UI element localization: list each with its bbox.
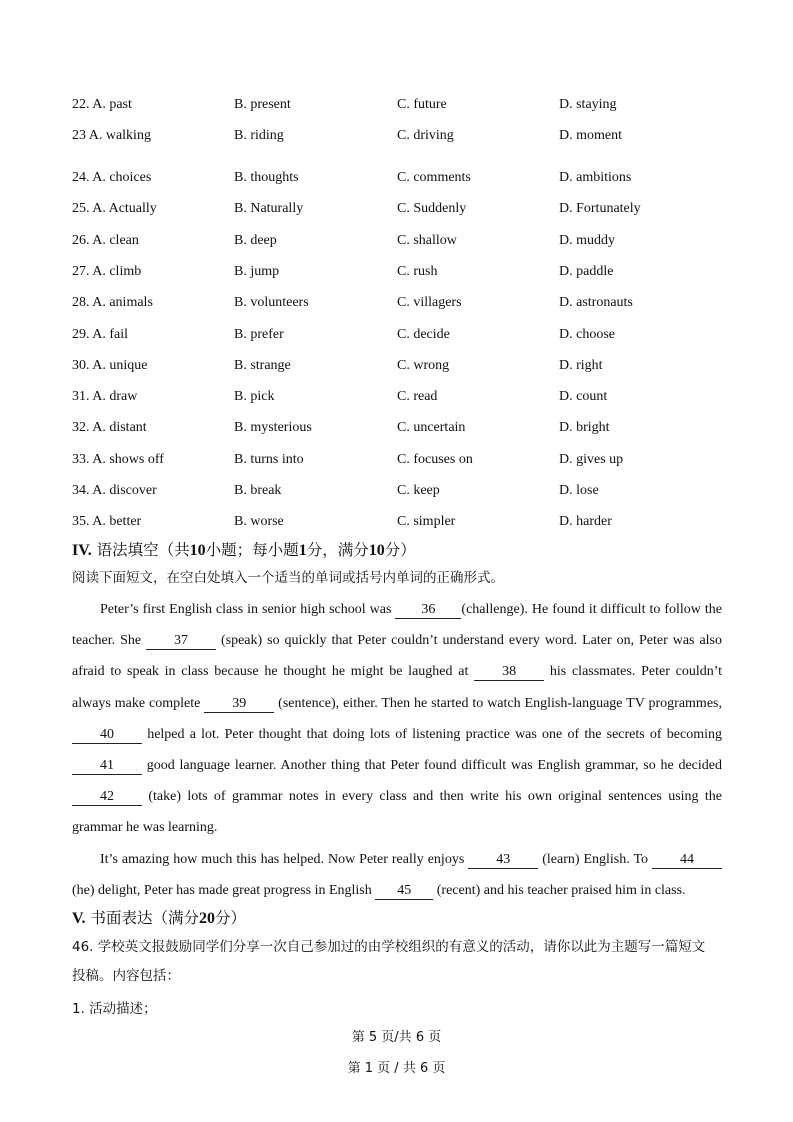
section-4-title: IV. 语法填空（共10小题；每小题1分，满分10分） [72, 541, 416, 559]
blank-37[interactable]: 37 [146, 633, 216, 650]
question-number: 23 A. [72, 128, 103, 143]
option-a-text: past [109, 97, 132, 112]
option-a [72, 512, 141, 532]
option-a [72, 231, 139, 251]
choice-question-row [72, 199, 732, 219]
question-number: 28. A. [72, 295, 106, 310]
option-a-text: clean [109, 233, 139, 248]
option-b: B. present [234, 97, 291, 112]
choice-question-row [72, 293, 732, 313]
blank-36[interactable]: 36 [395, 602, 461, 619]
option-d: D. astronauts [559, 295, 633, 310]
choice-question-row [72, 418, 732, 438]
outer-page-number: 第 1 页 / 共 6 页 [347, 1061, 446, 1076]
option-c: C. rush [397, 264, 438, 279]
blank-44[interactable]: 44 [652, 852, 722, 869]
option-b: B. volunteers [234, 295, 309, 310]
question-number: 33. A. [72, 452, 106, 467]
option-a-text: choices [109, 170, 152, 185]
option-a [72, 356, 147, 376]
blank-45[interactable]: 45 [375, 883, 433, 900]
option-a [72, 168, 151, 188]
question-46-prompt-cont: 投稿。内容包括： [72, 968, 180, 984]
option-c: C. comments [397, 170, 471, 185]
option-a [72, 450, 164, 470]
choice-question-row [72, 126, 732, 146]
option-d: D. bright [559, 420, 610, 435]
option-c: C. shallow [397, 233, 457, 248]
option-a-text: Actually [108, 201, 157, 216]
option-d: D. harder [559, 514, 612, 529]
choice-question-row [72, 356, 732, 376]
option-a [72, 418, 147, 438]
option-c: C. focuses on [397, 452, 473, 467]
option-b: B. thoughts [234, 170, 299, 185]
option-a-text: draw [109, 389, 138, 404]
option-c: C. simpler [397, 514, 456, 529]
option-d: D. lose [559, 483, 599, 498]
option-c: C. Suddenly [397, 201, 467, 216]
section-5-title: V. 书面表达（满分20分） [72, 909, 246, 927]
option-d: D. right [559, 358, 603, 373]
choice-question-row [72, 387, 732, 407]
option-d: D. ambitions [559, 170, 632, 185]
option-c: C. keep [397, 483, 440, 498]
blank-39[interactable]: 39 [204, 696, 274, 713]
blank-38[interactable]: 38 [474, 664, 544, 681]
passage-paragraph-2: It’s amazing how much this has helped. Now Peter really enjoys 43 (learn) English. To 44 (he) delight, Peter has made great progress in English 45 (recent) and his teacher praised him in class. [72, 844, 722, 906]
option-d: D. count [559, 389, 608, 404]
option-a [72, 126, 151, 146]
option-c: C. future [397, 97, 447, 112]
option-b: B. Naturally [234, 201, 304, 216]
question-number: 30. A. [72, 358, 106, 373]
choice-question-row [72, 168, 732, 188]
option-d: D. moment [559, 128, 622, 143]
question-number: 26. A. [72, 233, 106, 248]
choice-question-row [72, 262, 732, 282]
passage-paragraph-1: Peter’s first English class in senior high school was 36 (challenge). He found it difficult to follow the teacher. She 37 (speak) so quickly that Peter couldn’t understand every word. Later on, Peter was also afraid to speak in class because he thought he might be laughed at 38 his classmates. Peter couldn’t always make complete 39 (sentence), either. Then he started to watch English-language TV programmes, 40 helped a lot. Peter thought that doing lots of listening practice was one of the secrets of becoming 41 good language learner. Another thing that Peter found difficult was English grammar, so he decided 42 (take) lots of grammar notes in every class and then write his own original sentences using the grammar he was learning. [72, 602, 723, 836]
choice-question-row [72, 231, 732, 251]
question-number: 34. A. [72, 483, 106, 498]
option-b: B. worse [234, 514, 284, 529]
option-a [72, 481, 157, 501]
option-c: C. read [397, 389, 438, 404]
section-4-instruction: 阅读下面短文，在空白处填入一个适当的单词或括号内单词的正确形式。 [72, 570, 504, 586]
question-number: 32. A. [72, 420, 106, 435]
blank-41[interactable]: 41 [72, 758, 142, 775]
blank-43[interactable]: 43 [468, 852, 538, 869]
option-c: C. driving [397, 128, 454, 143]
option-a-text: shows off [109, 452, 164, 467]
choice-question-row [72, 95, 732, 115]
option-c: C. villagers [397, 295, 462, 310]
option-a-text: fail [109, 327, 128, 342]
option-a [72, 262, 141, 282]
option-b: B. riding [234, 128, 284, 143]
question-number: 25. A. [72, 201, 106, 216]
option-a-text: climb [109, 264, 142, 279]
option-d: D. staying [559, 97, 617, 112]
question-number: 22. A. [72, 97, 106, 112]
option-a [72, 199, 157, 219]
question-number: 35. A. [72, 514, 106, 529]
inner-page-number: 第 5 页/共 6 页 [351, 1030, 442, 1045]
option-d: D. Fortunately [559, 201, 641, 216]
question-number: 29. A. [72, 327, 106, 342]
choice-question-row [72, 325, 732, 345]
option-a [72, 293, 153, 313]
option-a [72, 95, 132, 115]
option-a [72, 387, 137, 407]
blank-42[interactable]: 42 [72, 789, 142, 806]
question-number: 27. A. [72, 264, 106, 279]
option-a-text: unique [109, 358, 148, 373]
choice-question-row [72, 450, 732, 470]
option-d: D. choose [559, 327, 615, 342]
option-b: B. strange [234, 358, 291, 373]
question-number: 31. A. [72, 389, 106, 404]
option-d: D. gives up [559, 452, 624, 467]
option-b: B. deep [234, 233, 277, 248]
option-d: D. muddy [559, 233, 615, 248]
blank-40[interactable]: 40 [72, 727, 142, 744]
choice-question-row [72, 512, 732, 532]
option-b: B. pick [234, 389, 275, 404]
option-a [72, 325, 128, 345]
option-a-text: discover [109, 483, 157, 498]
question-46-item-1: 1. 活动描述； [72, 1001, 157, 1017]
option-c: C. wrong [397, 358, 450, 373]
option-b: B. jump [234, 264, 280, 279]
option-b: B. break [234, 483, 282, 498]
option-a-text: better [109, 514, 142, 529]
question-number: 24. A. [72, 170, 106, 185]
option-a-text: animals [109, 295, 153, 310]
option-c: C. uncertain [397, 420, 466, 435]
option-d: D. paddle [559, 264, 614, 279]
option-a-text: walking [105, 128, 151, 143]
option-a-text: distant [109, 420, 147, 435]
option-c: C. decide [397, 327, 450, 342]
option-b: B. turns into [234, 452, 304, 467]
grammar-passage [72, 594, 722, 906]
choice-question-row [72, 481, 732, 501]
question-46-prompt: 46. 学校英文报鼓励同学们分享一次自己参加过的由学校组织的有意义的活动，请你以此为主题写一篇短文 [72, 939, 706, 955]
option-b: B. mysterious [234, 420, 312, 435]
option-b: B. prefer [234, 327, 284, 342]
